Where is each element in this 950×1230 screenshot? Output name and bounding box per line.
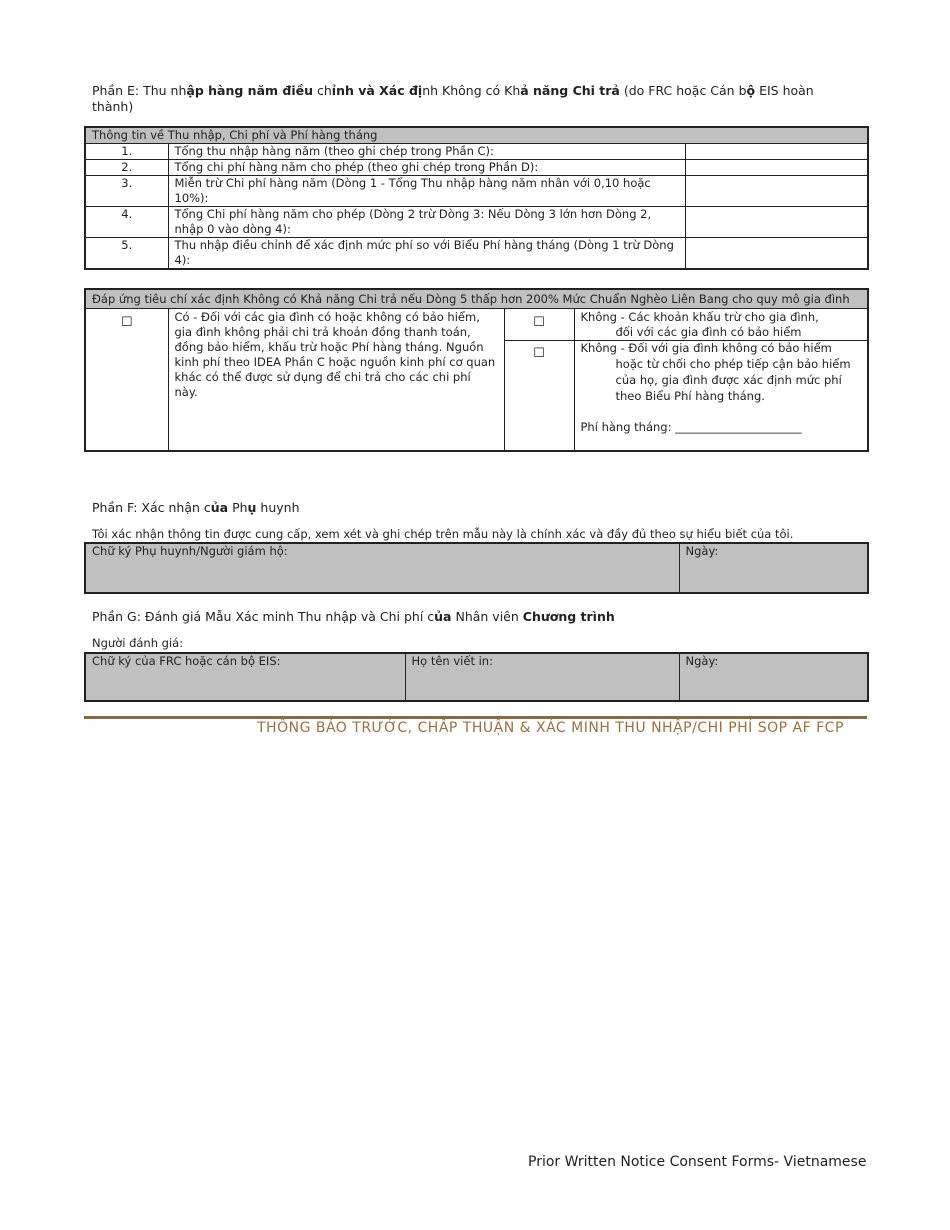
row-value-field[interactable] <box>685 238 868 270</box>
section-f-heading: Phần F: Xác nhận của Phụ huynh <box>92 500 300 515</box>
row-number: 2. <box>85 160 168 176</box>
evaluator-signature-field[interactable]: Chữ ký của FRC hoặc cán bộ EIS: <box>85 653 405 701</box>
criteria-header: Đáp ứng tiêu chí xác định Không có Khả năng Chi trả nếu Dòng 5 thấp hơn 200% Mức Chuẩn Nghèo Liên Bang cho quy mô gia đình <box>85 289 868 309</box>
footer-title: THÔNG BÁO TRƯỚC, CHẤP THUẬN & XÁC MINH THU NHẬP/CHI PHÍ SOP AF FCP <box>257 720 844 736</box>
row-label: Miễn trừ Chi phí hàng năm (Dòng 1 - Tổng Thu nhập hàng năm nhân với 0,10 hoặc 10%): <box>168 176 685 207</box>
section-g-heading: Phần G: Đánh giá Mẫu Xác minh Thu nhập và Chi phí của Nhân viên Chương trình <box>92 609 615 624</box>
table-row <box>85 207 868 238</box>
no-uninsured-title: Không - Đối với gia đình không có bảo hiểm <box>580 341 832 355</box>
evaluator-date-field[interactable]: Ngày: <box>679 653 868 701</box>
row-value-field[interactable] <box>685 176 868 207</box>
income-expense-table <box>84 126 869 270</box>
row-value-field[interactable] <box>685 160 868 176</box>
parent-signature-field[interactable]: Chữ ký Phụ huynh/Người giám hộ: <box>85 543 679 593</box>
row-label: Thu nhập điều chỉnh để xác định mức phí so với Biểu Phí hàng tháng (Dòng 1 trừ Dòng 4): <box>168 238 685 270</box>
page-footer: Prior Written Notice Consent Forms- Vietnamese <box>528 1154 867 1170</box>
no-deductibles-option <box>574 309 868 341</box>
no-deductibles-checkbox[interactable]: ☐ <box>504 309 574 341</box>
table-row <box>85 160 868 176</box>
no-uninsured-checkbox[interactable]: ☐ <box>504 341 574 452</box>
evaluator-signature-table <box>84 652 869 702</box>
row-value-field[interactable] <box>685 144 868 160</box>
evaluator-label: Người đánh giá: <box>92 636 184 650</box>
table-row <box>85 238 868 270</box>
criteria-table <box>84 288 869 452</box>
row-label: Tổng chi phí hàng năm cho phép (theo ghi chép trong Phần D): <box>168 160 685 176</box>
printed-name-field[interactable]: Họ tên viết in: <box>405 653 679 701</box>
table-row <box>85 144 868 160</box>
no-deductibles-title: Không - Các khoản khấu trừ cho gia đình, <box>580 310 819 324</box>
table-header: Thông tin về Thu nhập, Chi phí và Phí hàng tháng <box>85 127 868 144</box>
parent-signature-table <box>84 542 869 594</box>
monthly-fee-field[interactable]: Phí hàng tháng: ______________________ <box>580 420 802 434</box>
no-deductibles-cont: đối với các gia đình có bảo hiểm <box>615 325 802 339</box>
row-number: 3. <box>85 176 168 207</box>
row-number: 4. <box>85 207 168 238</box>
yes-checkbox[interactable]: ☐ <box>85 309 168 452</box>
row-value-field[interactable] <box>685 207 868 238</box>
row-number: 5. <box>85 238 168 270</box>
row-label: Tổng thu nhập hàng năm (theo ghi chép trong Phần C): <box>168 144 685 160</box>
row-label: Tổng Chi phí hàng năm cho phép (Dòng 2 trừ Dòng 3: Nếu Dòng 3 lớn hơn Dòng 2, nhập 0 vào dòng 4): <box>168 207 685 238</box>
parent-date-field[interactable]: Ngày: <box>679 543 868 593</box>
footer-rule <box>84 716 867 719</box>
table-row <box>85 176 868 207</box>
no-uninsured-cont: hoặc từ chối cho phép tiếp cận bảo hiểm của họ, gia đình được xác định mức phí theo Biểu Phí hàng tháng. <box>615 357 851 403</box>
yes-option-text: Có - Đối với các gia đình có hoặc không có bảo hiểm, gia đình không phải chi trả khoản đồng thanh toán, đồng bảo hiểm, khấu trừ hoặc Phí hàng tháng. Nguồn kinh phí theo IDEA Phần C hoặc nguồn kinh phí cơ quan khác có thể được sử dụng để chi trả cho các chi phí này. <box>168 309 504 452</box>
no-uninsured-option <box>574 341 868 452</box>
row-number: 1. <box>85 144 168 160</box>
confirmation-statement: Tôi xác nhận thông tin được cung cấp, xem xét và ghi chép trên mẫu này là chính xác và đầy đủ theo sự hiểu biết của tôi. <box>92 527 794 541</box>
section-e-heading: Phần E: Thu nhập hàng năm điều chỉnh và Xác định Không có Khả năng Chi trả (do FRC hoặc Cán bộ EIS hoàn thành) <box>92 83 814 114</box>
